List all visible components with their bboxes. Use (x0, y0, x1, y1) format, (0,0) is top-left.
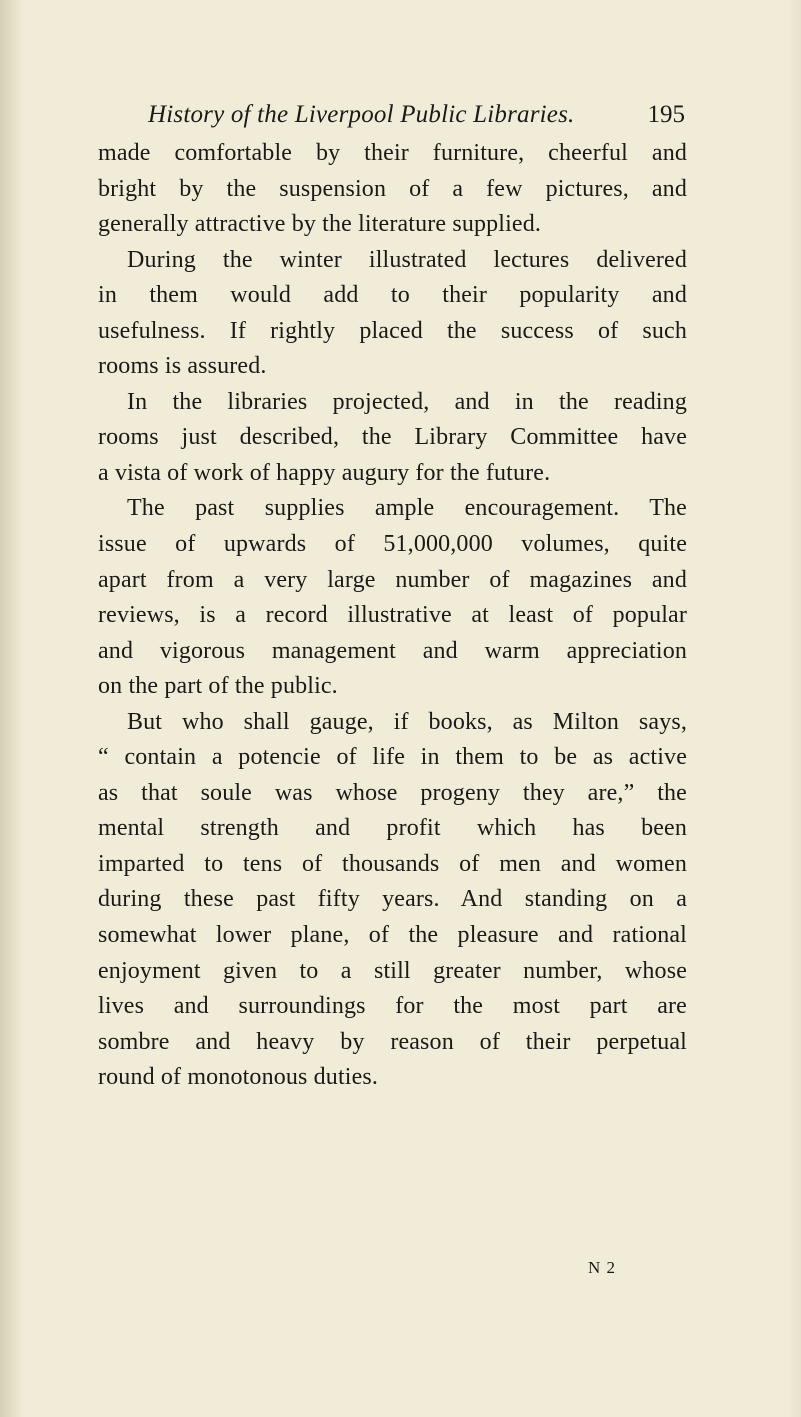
running-head (148, 95, 685, 135)
text-line: “ contain a potencie of life in them to be as active (98, 744, 687, 771)
text-line: But who shall gauge, if books, as Milton says, (127, 708, 687, 735)
text-line: imparted to tens of thousands of men and women (98, 850, 687, 877)
text-line: mental strength and profit which has been (98, 815, 687, 842)
running-title: History of the Liverpool Public Libraries. (148, 101, 575, 128)
text-line: enjoyment given to a still greater number, whose (98, 957, 687, 984)
text-line: issue of upwards of 51,000,000 volumes, quite (98, 531, 687, 558)
page-edge-shadow (787, 0, 801, 1417)
text-line: in them would add to their popularity and (98, 282, 687, 309)
body-text (98, 136, 687, 1096)
text-line: sombre and heavy by reason of their perpetual (98, 1028, 687, 1055)
text-line: round of monotonous duties. (98, 1064, 379, 1091)
text-line: somewhat lower plane, of the pleasure and rational (98, 922, 687, 949)
text-line: rooms just described, the Library Committee have (98, 424, 687, 451)
text-line: apart from a very large number of magazines and (98, 566, 687, 593)
text-line: as that soule was whose progeny they are,” the (98, 779, 687, 806)
text-line: rooms is assured. (98, 353, 267, 380)
text-line: usefulness. If rightly placed the success of such (98, 317, 687, 344)
signature-mark: N 2 (588, 1258, 617, 1277)
text-line: on the part of the public. (98, 673, 338, 700)
page-number: 195 (647, 101, 685, 128)
text-line: generally attractive by the literature supplied. (98, 211, 542, 238)
text-line: and vigorous management and warm appreciation (98, 637, 687, 664)
text-line: reviews, is a record illustrative at least of popular (98, 602, 687, 629)
text-line: bright by the suspension of a few pictures, and (98, 175, 687, 202)
text-line: In the libraries projected, and in the reading (127, 388, 687, 415)
text-line: made comfortable by their furniture, cheerful and (98, 140, 687, 166)
text-line: a vista of work of happy augury for the future. (98, 459, 551, 486)
text-line: lives and surroundings for the most part are (98, 993, 687, 1020)
text-line: The past supplies ample encouragement. The (127, 495, 687, 522)
text-line: during these past fifty years. And standing on a (98, 886, 687, 913)
page-gutter-shadow (0, 0, 26, 1417)
text-line: During the winter illustrated lectures delivered (127, 246, 687, 273)
